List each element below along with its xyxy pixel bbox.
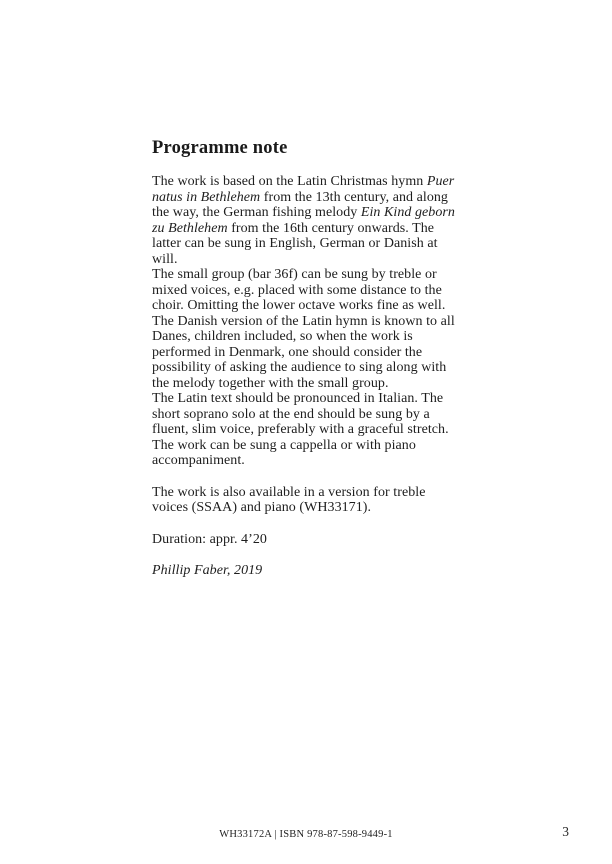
paragraph xyxy=(152,174,462,267)
text-run: Duration: appr. 4’20 xyxy=(152,531,267,547)
italic-text-run: Ein Kind geborn zu Bethlehem xyxy=(152,205,455,236)
italic-text-run: Phillip Faber, 2019 xyxy=(152,563,263,578)
footer-imprint: WH33172A | ISBN 978-87-598-9449-1 xyxy=(219,829,393,840)
text-run: The Latin text should be pronounced in Italian. The short soprano solo at the end should be sung by a fluent, slim voice, preferably with a graceful stretch. The work can be sung a cappella or with piano accompaniment. xyxy=(152,391,449,468)
text-run: from the 13th century, and along the way, the German fishing melody xyxy=(152,189,448,220)
programme-note-section xyxy=(152,138,462,579)
paragraph xyxy=(152,532,462,548)
text-run: The work is based on the Latin Christmas hymn xyxy=(152,174,427,189)
italic-text-run: Puer natus in Bethlehem xyxy=(152,174,455,205)
programme-note-body xyxy=(152,174,462,579)
text-run: from the 16th century onwards. The latter can be sung in English, German or Danish at will. xyxy=(152,220,438,267)
text-run: The work is also available in a version for treble voices (SSAA) and piano (WH33171). xyxy=(152,484,426,515)
paragraph xyxy=(152,314,462,392)
text-run: The small group (bar 36f) can be sung by treble or mixed voices, e.g. placed with some distance to the choir. Omitting the lower octave works fine as well. xyxy=(152,267,446,313)
page-number: 3 xyxy=(562,824,569,839)
paragraph xyxy=(152,267,462,314)
paragraph xyxy=(152,485,462,516)
paragraph xyxy=(152,391,462,469)
programme-note-title: Programme note xyxy=(152,138,288,158)
paragraph xyxy=(152,563,462,579)
text-run: The Danish version of the Latin hymn is known to all Danes, children included, so when the work is performed in Denmark, one should consider the possibility of asking the audience to sing along with the melody together with the small group. xyxy=(152,313,455,391)
